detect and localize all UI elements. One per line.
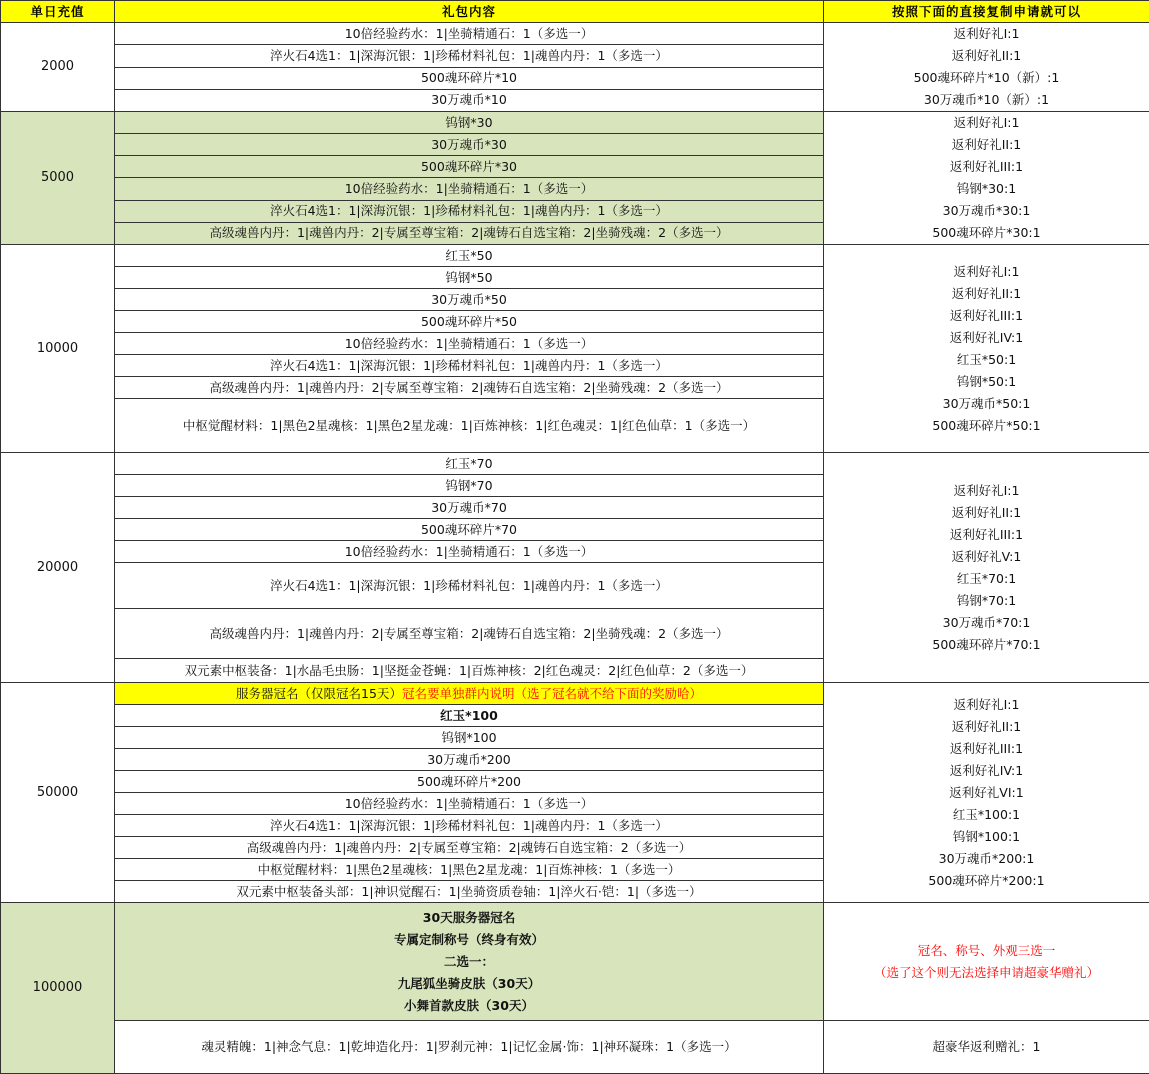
gift-item: 500魂环碎片*30 [115,156,824,178]
gift-item: 500魂环碎片*50 [115,311,824,333]
apply-line: 超豪华返利赠礼：1 [824,1021,1149,1074]
gift-item: 钨钢*50 [115,267,824,289]
gift-item: 10倍经验药水：1|坐骑精通石：1（多选一） [115,333,824,355]
gift-item: 高级魂兽内丹：1|魂兽内丹：2|专属至尊宝箱：2|魂铸石自选宝箱：2|坐骑残魂：2（多选一） [115,222,824,244]
gift-item: 10倍经验药水：1|坐骑精通石：1（多选一） [115,23,824,45]
apply-cell [824,112,1149,245]
premium-line: 九尾狐坐骑皮肤（30天） [117,973,821,995]
apply-line: 返利好礼III:1 [826,305,1147,327]
apply-line: 500魂环碎片*50:1 [826,415,1147,437]
gift-item: 高级魂兽内丹：1|魂兽内丹：2|专属至尊宝箱：2|魂铸石自选宝箱：2|坐骑残魂：2（多选一） [115,377,824,399]
tier-amount: 20000 [1,453,115,683]
gift-item: 高级魂兽内丹：1|魂兽内丹：2|专属至尊宝箱：2|魂铸石自选宝箱：2（多选一） [115,837,824,859]
apply-line: 钨钢*100:1 [826,826,1147,848]
gift-item: 淬火石4选1：1|深海沉银：1|珍稀材料礼包：1|魂兽内丹：1（多选一） [115,355,824,377]
header-apply: 按照下面的直接复制申请就可以 [824,1,1149,23]
gift-item: 淬火石4选1：1|深海沉银：1|珍稀材料礼包：1|魂兽内丹：1（多选一） [115,563,824,609]
gift-item: 30万魂币*10 [115,89,824,111]
gift-item: 30万魂币*70 [115,497,824,519]
table-row [1,112,1149,134]
apply-cell [824,23,1149,112]
gift-item: 红玉*50 [115,245,824,267]
apply-line: 返利好礼VI:1 [826,782,1147,804]
tier-amount: 10000 [1,245,115,453]
header-amount: 单日充值 [1,1,115,23]
gift-item: 30万魂币*200 [115,749,824,771]
apply-line: 红玉*70:1 [826,568,1147,590]
tier-amount: 5000 [1,112,115,245]
apply-line: 钨钢*70:1 [826,590,1147,612]
apply-line: 返利好礼III:1 [826,156,1147,178]
gift-item: 双元素中枢装备头部：1|神识觉醒石：1|坐骑资质卷轴：1|淬火石·铠：1|（多选一） [115,881,824,903]
gift-item: 淬火石4选1：1|深海沉银：1|珍稀材料礼包：1|魂兽内丹：1（多选一） [115,815,824,837]
apply-line: 返利好礼I:1 [826,23,1147,45]
tier-amount: 100000 [1,903,115,1074]
gift-item: 10倍经验药水：1|坐骑精通石：1（多选一） [115,541,824,563]
premium-block [115,903,824,1021]
table-row [1,903,1149,1021]
table-row [1,245,1149,267]
header-row [1,1,1149,23]
apply-line: 返利好礼III:1 [826,738,1147,760]
premium-line: 小舞首款皮肤（30天） [117,995,821,1017]
apply-line: 钨钢*30:1 [826,178,1147,200]
gift-item: 淬火石4选1：1|深海沉银：1|珍稀材料礼包：1|魂兽内丹：1（多选一） [115,45,824,67]
premium-note-line: （选了这个则无法选择申请超豪华赠礼） [826,962,1147,984]
gift-item: 淬火石4选1：1|深海沉银：1|珍稀材料礼包：1|魂兽内丹：1（多选一） [115,200,824,222]
apply-line: 30万魂币*200:1 [826,848,1147,870]
table-row [1,453,1149,475]
apply-line: 钨钢*50:1 [826,371,1147,393]
apply-cell [824,683,1149,903]
apply-line: 返利好礼V:1 [826,546,1147,568]
gift-item: 中枢觉醒材料：1|黑色2星魂核：1|黑色2星龙魂：1|百炼神核：1（多选一） [115,859,824,881]
apply-line: 500魂环碎片*30:1 [826,222,1147,244]
gift-item: 30万魂币*50 [115,289,824,311]
gift-item: 钨钢*100 [115,727,824,749]
table-row [1,23,1149,45]
gift-item: 500魂环碎片*10 [115,67,824,89]
apply-line: 返利好礼II:1 [826,134,1147,156]
apply-line: 返利好礼II:1 [826,716,1147,738]
gift-item: 钨钢*30 [115,112,824,134]
gift-item: 30万魂币*30 [115,134,824,156]
gift-item: 红玉*70 [115,453,824,475]
gift-item: 魂灵精魄：1|神念气息：1|乾坤造化丹：1|罗刹元神：1|记忆金属·饰：1|神环凝珠：1（多选一） [115,1021,824,1074]
apply-line: 30万魂币*30:1 [826,200,1147,222]
gift-item: 钨钢*70 [115,475,824,497]
server-naming-warning: 冠名要单独群内说明（选了冠名就不给下面的奖励哈） [402,686,702,701]
apply-line: 500魂环碎片*200:1 [826,870,1147,892]
table-row [1,683,1149,705]
apply-line: 30万魂币*10（新）:1 [826,89,1147,111]
premium-note-line: 冠名、称号、外观三选一 [826,940,1147,962]
gift-item: 500魂环碎片*70 [115,519,824,541]
gift-item: 双元素中枢装备：1|水晶毛虫肠：1|坚挺金苍蝇：1|百炼神核：2|红色魂灵：2|红色仙草：2（多选一） [115,659,824,683]
apply-line: 500魂环碎片*70:1 [826,634,1147,656]
gift-item: 红玉*100 [115,705,824,727]
header-content: 礼包内容 [115,1,824,23]
gift-item: 高级魂兽内丹：1|魂兽内丹：2|专属至尊宝箱：2|魂铸石自选宝箱：2|坐骑残魂：2（多选一） [115,609,824,659]
gift-item: 中枢觉醒材料：1|黑色2星魂核：1|黑色2星龙魂：1|百炼神核：1|红色魂灵：1|红色仙草：1（多选一） [115,399,824,453]
apply-line: 返利好礼I:1 [826,112,1147,134]
apply-line: 返利好礼II:1 [826,45,1147,67]
apply-line: 返利好礼IV:1 [826,760,1147,782]
apply-line: 返利好礼II:1 [826,502,1147,524]
apply-line: 返利好礼I:1 [826,261,1147,283]
apply-line: 30万魂币*70:1 [826,612,1147,634]
apply-line: 返利好礼II:1 [826,283,1147,305]
apply-line: 返利好礼I:1 [826,694,1147,716]
apply-line: 30万魂币*50:1 [826,393,1147,415]
apply-line: 返利好礼IV:1 [826,327,1147,349]
apply-line: 红玉*50:1 [826,349,1147,371]
tier-amount: 2000 [1,23,115,112]
server-naming-label: 服务器冠名（仅限冠名15天） [236,686,402,701]
apply-line: 返利好礼III:1 [826,524,1147,546]
apply-cell [824,245,1149,453]
premium-line: 30天服务器冠名 [117,907,821,929]
apply-line: 500魂环碎片*10（新）:1 [826,67,1147,89]
premium-line: 专属定制称号（终身有效） [117,929,821,951]
apply-line: 返利好礼I:1 [826,480,1147,502]
gift-item: 500魂环碎片*200 [115,771,824,793]
premium-apply-note [824,903,1149,1021]
apply-cell [824,453,1149,683]
gift-item: 10倍经验药水：1|坐骑精通石：1（多选一） [115,178,824,200]
server-naming-title [115,683,824,705]
apply-line: 红玉*100:1 [826,804,1147,826]
premium-line: 二选一： [117,951,821,973]
tier-amount: 50000 [1,683,115,903]
gift-item: 10倍经验药水：1|坐骑精通石：1（多选一） [115,793,824,815]
